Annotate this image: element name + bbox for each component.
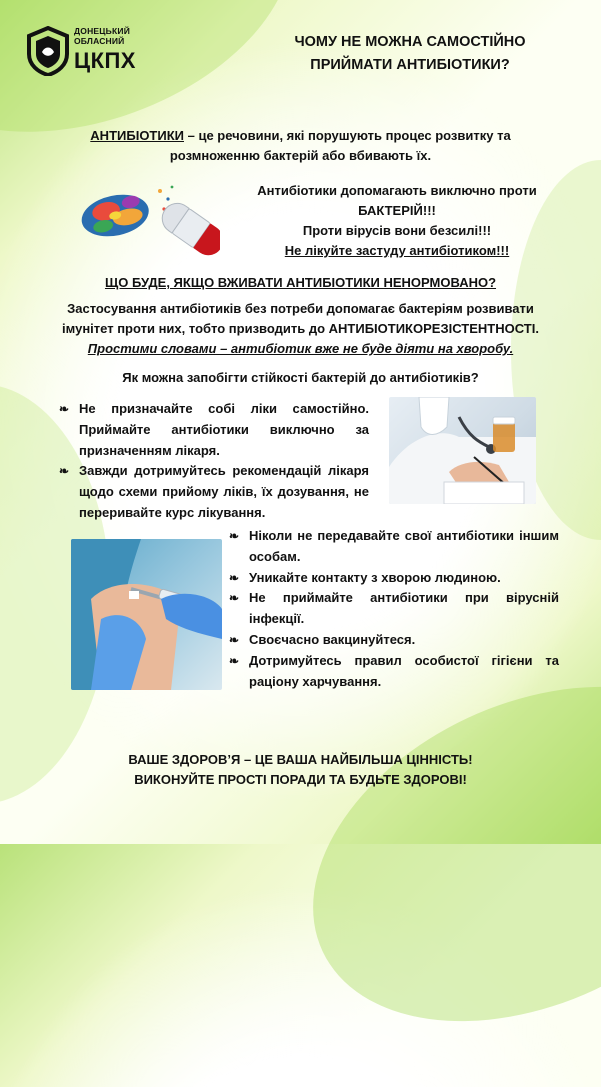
title-line-2: ПРИЙМАТИ АНТИБІОТИКИ? <box>310 57 510 73</box>
capsule-bacteria-illustration <box>78 179 220 259</box>
page-title <box>260 31 560 77</box>
doctor-writing-photo <box>389 397 536 504</box>
list-item: ❧ Завжди дотримуйтесь рекомендацій лікаря щодо схеми прийому ліків, їх дозування, не переривайте курс лікування. <box>59 463 369 520</box>
footer-line-1: ВАШЕ ЗДОРОВ’Я – ЦЕ ВАША НАЙБІЛЬША ЦІННІСТЬ! <box>128 752 473 767</box>
resistance-line-2: імунітет проти них, тобто призводить до АНТИБІОТИКОРЕЗІСТЕНТНОСТІ. <box>62 321 539 336</box>
prevention-list-1 <box>59 399 369 524</box>
pill-bullet-icon: ❧ <box>59 402 70 416</box>
resistance-line-3: Простими словами – антибіотик вже не буде діяти на хворобу. <box>87 341 514 356</box>
logo-line-1: ДОНЕЦЬКИЙ <box>74 26 130 36</box>
pill-bullet-icon: ❧ <box>229 632 240 647</box>
bacteria-line-4: Не лікуйте застуду антибіотиком!!! <box>284 243 510 258</box>
bacteria-line-3: Проти вірусів вони безсилі!!! <box>302 223 492 238</box>
organization-logo <box>26 26 136 76</box>
pill-bullet-icon: ❧ <box>229 591 240 606</box>
shield-logo-icon <box>26 26 70 76</box>
list-item: ❧ Дотримуйтесь правил особистої гігієни та раціону харчування. <box>229 652 559 689</box>
pill-bullet-icon: ❧ <box>229 653 240 668</box>
bacteria-line-1: Антибіотики допомагають виключно проти <box>257 183 537 198</box>
bacteria-statement <box>252 181 542 261</box>
list-item: ❧ Уникайте контакту з хворою людиною. <box>229 568 559 589</box>
logo-line-2: ОБЛАСНИЙ <box>74 36 125 46</box>
prevention-list-2 <box>229 526 559 692</box>
resistance-explanation <box>40 299 561 359</box>
antibiotic-definition <box>40 126 561 166</box>
list-item: ❧ Не призначайте собі ліки самостійно. Приймайте антибіотики виключно за призначенням лікаря. <box>59 401 369 458</box>
list-item: ❧ Не приймайте антибіотики при вірусній інфекції. <box>229 590 559 627</box>
pill-bullet-icon: ❧ <box>229 570 240 585</box>
pill-bullet-icon: ❧ <box>59 464 70 479</box>
definition-line-1: – це речовини, які порушують процес розвитку та <box>184 128 511 143</box>
resistance-line-1: Застосування антибіотиків без потреби допомагає бактеріям розвивати <box>67 301 534 316</box>
definition-line-2: розмноженню бактерій або вбивають їх. <box>169 148 432 163</box>
list-item: ❧ Ніколи не передавайте свої антибіотики іншим особам. <box>229 528 559 564</box>
list-item: ❧ Своєчасно вакцинуйтеся. <box>229 630 559 651</box>
resistance-heading: ЩО БУДЕ, ЯКЩО ВЖИВАТИ АНТИБІОТИКИ НЕНОРМОВАНО? <box>104 275 497 290</box>
definition-term: АНТИБІОТИКИ <box>90 128 184 143</box>
vaccination-photo <box>71 539 222 690</box>
title-line-1: ЧОМУ НЕ МОЖНА САМОСТІЙНО <box>294 34 526 50</box>
bacteria-line-2: БАКТЕРІЙ!!! <box>358 203 436 218</box>
logo-text <box>74 26 136 72</box>
footer-line-2: ВИКОНУЙТЕ ПРОСТІ ПОРАДИ ТА БУДЬТЕ ЗДОРОВІ! <box>134 772 467 787</box>
prevention-question: Як можна запобігти стійкості бактерій до антибіотиків? <box>122 370 479 385</box>
logo-abbreviation: ЦКПХ <box>74 48 136 73</box>
footer-slogan <box>0 750 601 790</box>
pill-bullet-icon: ❧ <box>229 529 240 543</box>
